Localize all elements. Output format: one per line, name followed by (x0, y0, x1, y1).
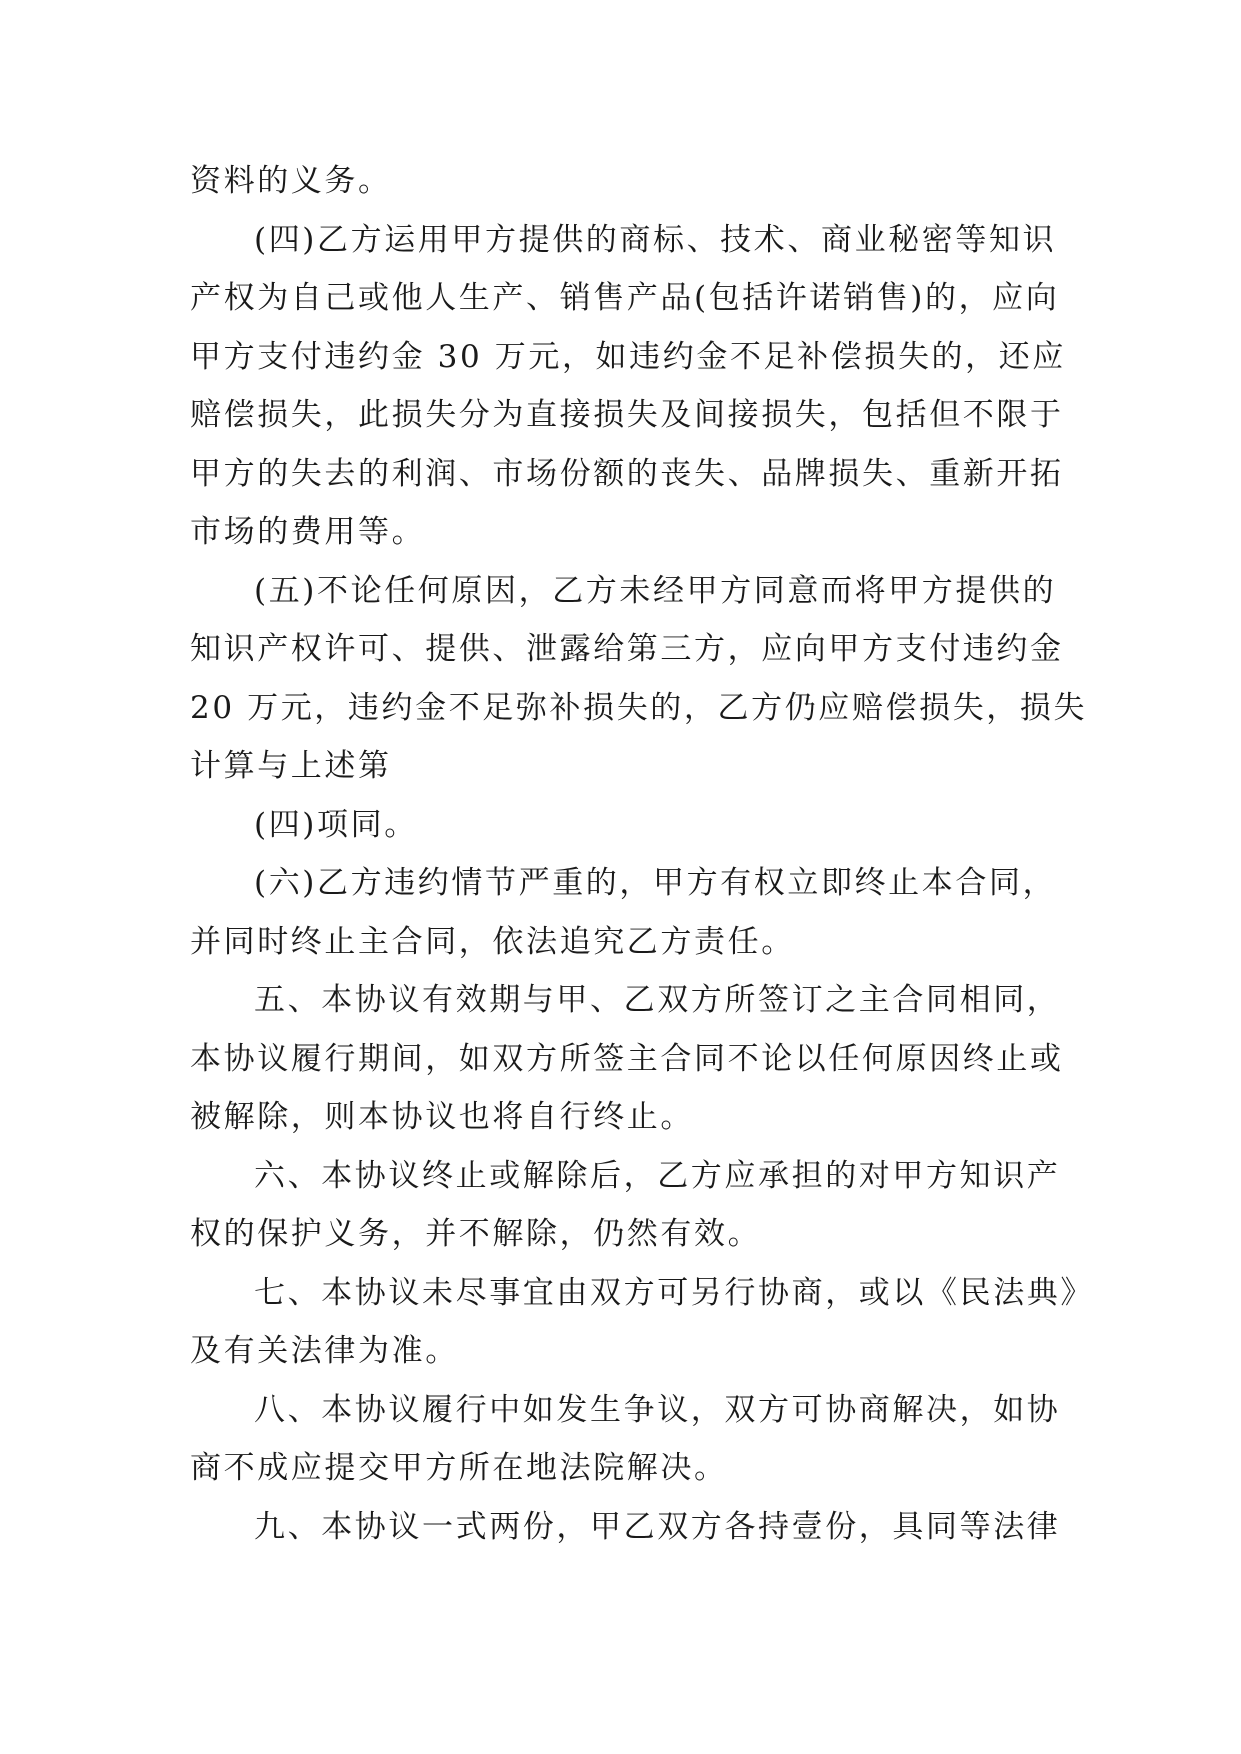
text-line: 甲方支付违约金 30 万元，如违约金不足补偿损失的，还应 (190, 338, 1066, 375)
text-line: 七、本协议未尽事宜由双方可另行协商，或以《民法典》 (254, 1274, 1094, 1311)
text-line: 被解除，则本协议也将自行终止。 (190, 1099, 694, 1135)
document-body (190, 152, 1094, 1556)
text-line: 资料的义务。 (190, 163, 392, 199)
text-line: (六)乙方违约情节严重的，甲方有权立即终止本合同， (254, 865, 1057, 901)
text-line: 八、本协议履行中如发生争议，双方可协商解决，如协 (254, 1391, 1061, 1428)
text-line: 20 万元，违约金不足弥补损失的，乙方仍应赔偿损失，损失 (190, 689, 1088, 726)
text-line: 及有关法律为准。 (190, 1333, 459, 1369)
text-line: 并同时终止主合同，依法追究乙方责任。 (190, 923, 795, 960)
text-line: 甲方的失去的利润、市场份额的丧失、品牌损失、重新开拓 (190, 455, 1064, 492)
text-line: 商不成应提交甲方所在地法院解决。 (190, 1450, 728, 1486)
text-line: (四)项同。 (254, 806, 418, 843)
text-line: 知识产权许可、提供、泄露给第三方，应向甲方支付违约金 (190, 631, 1064, 667)
text-line: 九、本协议一式两份，甲乙双方各持壹份，具同等法律 (254, 1508, 1061, 1545)
text-line: 赔偿损失，此损失分为直接损失及间接损失，包括但不限于 (190, 397, 1064, 433)
text-line: 市场的费用等。 (190, 514, 426, 550)
text-line: 计算与上述第 (190, 748, 392, 784)
text-line: 五、本协议有效期与甲、乙双方所签订之主合同相同， (254, 982, 1061, 1018)
text-line: (四)乙方运用甲方提供的商标、技术、商业秘密等知识 (254, 221, 1057, 258)
text-line: (五)不论任何原因，乙方未经甲方同意而将甲方提供的 (254, 572, 1057, 609)
text-line: 本协议履行期间，如双方所签主合同不论以任何原因终止或 (190, 1040, 1064, 1077)
text-line: 六、本协议终止或解除后，乙方应承担的对甲方知识产 (254, 1157, 1061, 1194)
text-line: 产权为自己或他人生产、销售产品(包括许诺销售)的，应向 (190, 280, 1060, 316)
text-line: 权的保护义务，并不解除，仍然有效。 (190, 1216, 762, 1252)
